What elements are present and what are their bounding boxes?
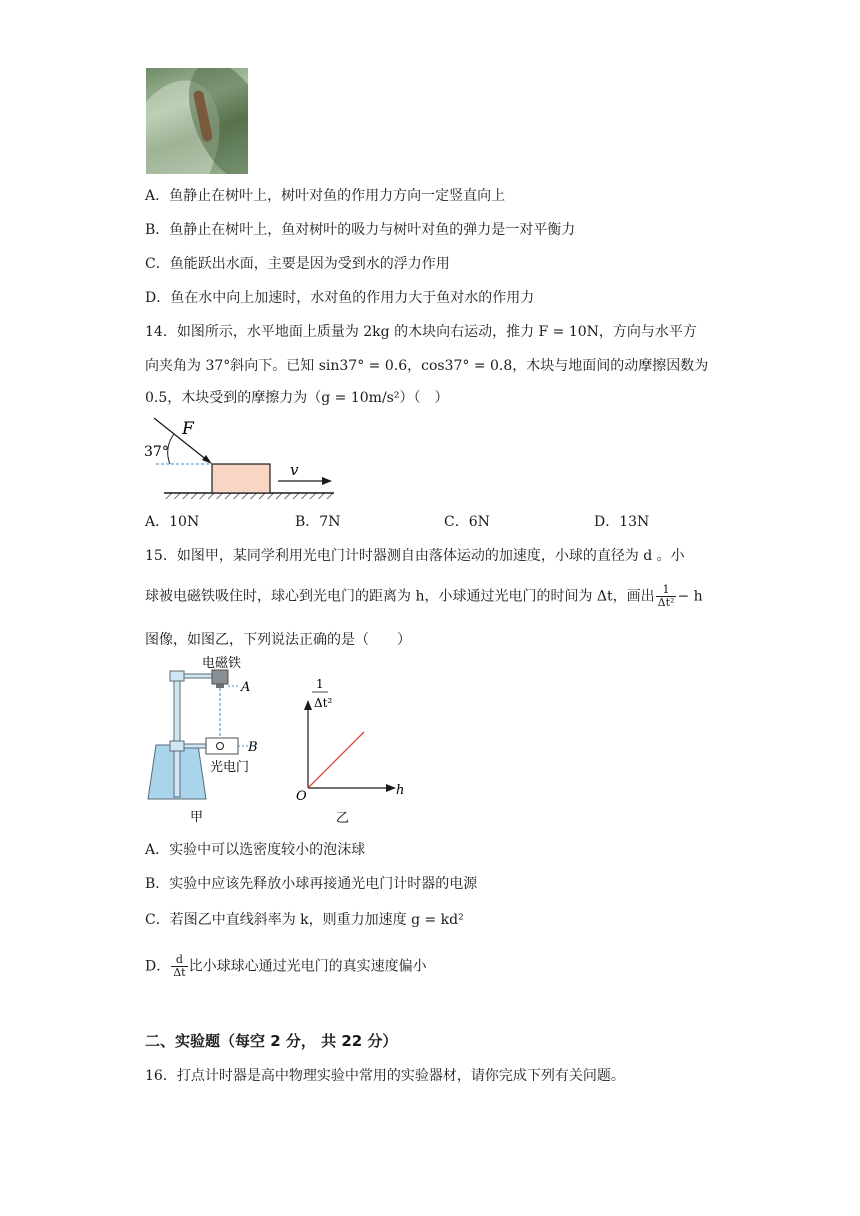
x-axis-arrow	[386, 784, 396, 792]
q15-option-d-fraction: $\frac{d}{\Delta t}$	[173, 953, 186, 979]
point-a-label: A	[241, 680, 251, 695]
q14-stem-line2: 向夹角为 37°斜向下。已知 sin37° = 0.6，cos37° = 0.8，木块与地面间的动摩擦因数为	[145, 358, 709, 374]
q15-option-c: C．若图乙中直线斜率为 k，则重力加速度 g = kd²	[145, 912, 464, 928]
q14-stem-line3: 0.5，木块受到的摩擦力为（g = 10m/s²）（ ）	[145, 390, 449, 406]
y-axis-label-den: Δt²	[314, 696, 333, 710]
ball	[217, 743, 224, 750]
top-clamp	[170, 671, 184, 681]
angle-label: 37°	[144, 444, 169, 460]
q14-option-a: A．10N	[145, 514, 200, 530]
q14-block-figure	[140, 414, 340, 506]
electromagnet-tip	[216, 684, 224, 688]
ground-hatch	[164, 493, 334, 499]
y-axis-arrow	[304, 700, 312, 710]
q13-option-b: B．鱼静止在树叶上，鱼对树叶的吸力与树叶对鱼的弹力是一对平衡力	[145, 222, 576, 238]
electromagnet-label: 电磁铁	[202, 656, 242, 671]
y-axis-label-num: 1	[316, 677, 324, 691]
x-axis-label: h	[396, 783, 405, 798]
q14-option-b: B．7N	[295, 514, 341, 530]
q14-option-c: C．6N	[444, 514, 490, 530]
q15-stem-line1: 15．如图甲，某同学利用光电门计时器测自由落体运动的加速度，小球的直径为 d 。小	[145, 548, 685, 564]
photogate-label: 光电门	[210, 760, 250, 775]
fish-on-leaf-photo	[146, 68, 248, 174]
electromagnet	[212, 670, 228, 684]
figure-a-caption: 甲	[190, 810, 204, 825]
q15-apparatus-figure	[144, 655, 274, 827]
q16-stem: 16．打点计时器是高中物理实验中常用的实验器材，请你完成下列有关问题。	[145, 1068, 625, 1084]
q15-stem-fraction: $\frac{1}{\text{Δt²}}$	[657, 583, 675, 609]
wooden-block	[212, 464, 270, 493]
force-arrow-head	[202, 455, 212, 464]
q13-option-d: D．鱼在水中向上加速时，水对鱼的作用力大于鱼对水的作用力	[145, 290, 535, 306]
q15-option-b: B．实验中应该先释放小球再接通光电门计时器的电源	[145, 876, 478, 892]
velocity-arrow-head	[322, 477, 332, 485]
q15-graph-figure	[290, 676, 420, 828]
q14-stem-line1: 14．如图所示，水平地面上质量为 2kg 的木块向右运动，推力 F = 10N，方向与水平方	[145, 324, 697, 340]
bottom-clamp	[170, 741, 184, 751]
q15-option-d: D． $\frac{d}{\Delta t}$ 比小球球心通过光电门的真实速度偏小	[145, 953, 427, 979]
force-label: F	[182, 419, 194, 439]
stand-pole	[174, 675, 180, 797]
q15-stem-line2: 球被电磁铁吸住时，球心到光电门的距离为 h，小球通过光电门的时间为 Δt，画出 $\frac{1}{\text{Δt²}}$ − h	[145, 583, 703, 609]
top-arm	[184, 674, 214, 678]
figure-b-caption: 乙	[336, 811, 350, 826]
section-2-heading: 二、实验题（每空 2 分， 共 22 分）	[145, 1032, 398, 1050]
origin-label: O	[296, 789, 307, 804]
q13-option-a: A．鱼静止在树叶上，树叶对鱼的作用力方向一定竖直向上	[145, 188, 506, 204]
q15-option-a: A．实验中可以选密度较小的泡沫球	[145, 842, 366, 858]
point-b-label: B	[248, 740, 258, 755]
q13-option-c: C．鱼能跃出水面，主要是因为受到水的浮力作用	[145, 256, 450, 272]
bottom-arm	[184, 744, 206, 748]
q14-option-d: D．13N	[594, 514, 650, 530]
linear-plot-line	[308, 732, 364, 788]
velocity-label: v	[290, 461, 299, 479]
q15-stem-line3: 图像，如图乙，下列说法正确的是（ ）	[145, 632, 411, 648]
